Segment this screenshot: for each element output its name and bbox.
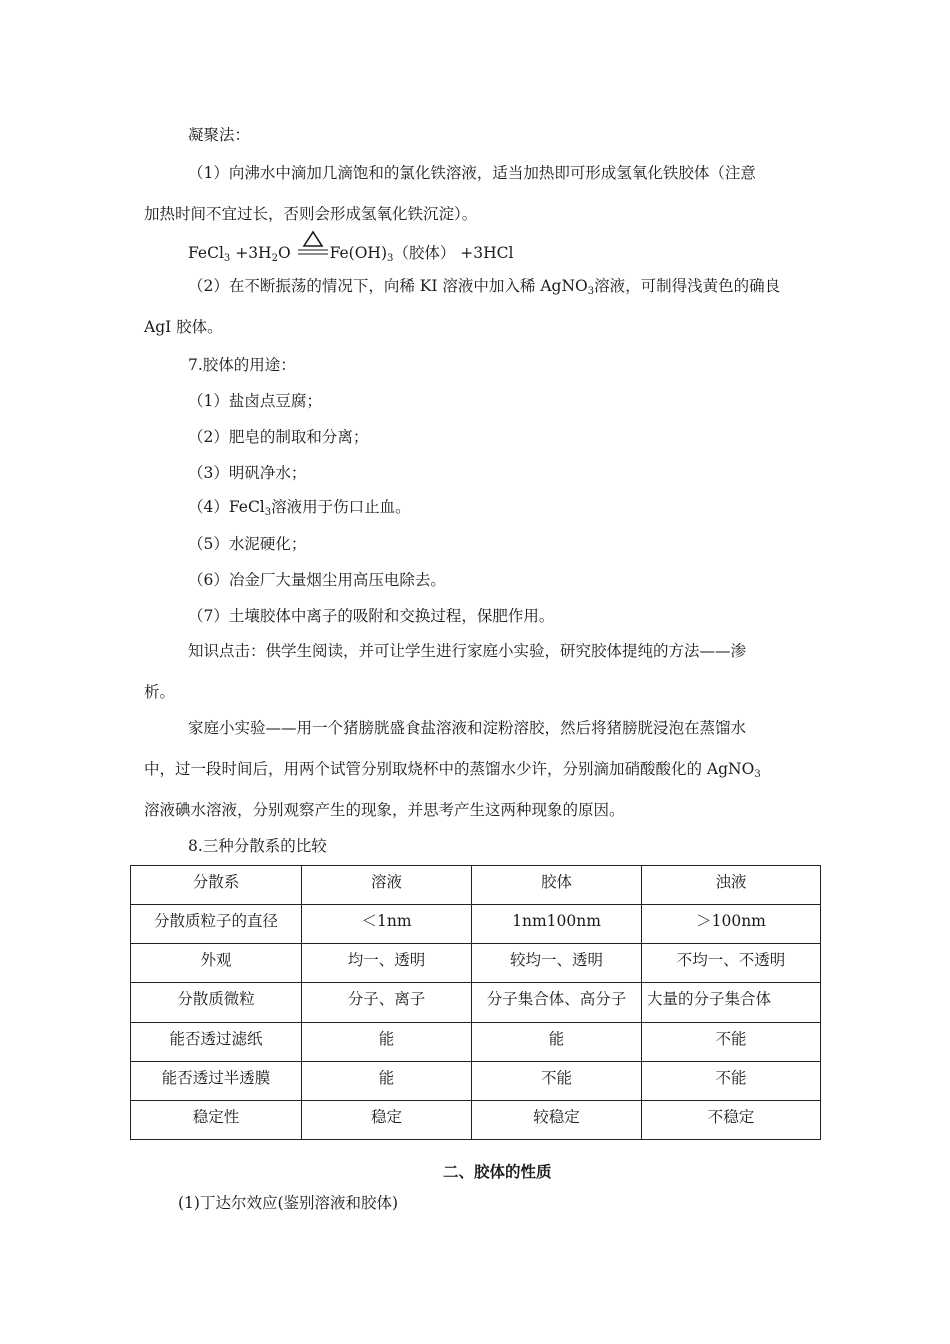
table-cell: 较稳定 <box>472 1100 642 1139</box>
table-row <box>131 983 821 1022</box>
paragraph-line: 家庭小实验——用一个猪膀胱盛食盐溶液和淀粉溶胶，然后将猪膀胱浸泡在蒸馏水 <box>188 719 747 737</box>
table-cell: 能 <box>302 1022 472 1061</box>
table-row <box>131 1061 821 1100</box>
paragraph-line: （2）在不断振荡的情况下，向稀 KI 溶液中加入稀 AgNO$_3$溶液，可制得浅黄色的确良 <box>188 277 781 297</box>
table-row <box>131 905 821 944</box>
paragraph-line: （1）向沸水中滴加几滴饱和的氯化铁溶液，适当加热即可形成氢氧化铁胶体（注意 <box>188 164 756 182</box>
table-cell: 不能 <box>642 1022 821 1061</box>
table-cell: 浊液 <box>642 866 821 905</box>
list-item: （1）盐卤点豆腐； <box>188 392 322 410</box>
paragraph-line: 知识点击：供学生阅读，并可让学生进行家庭小实验，研究胶体提纯的方法——渗 <box>188 642 747 660</box>
table-cell: 分子、离子 <box>302 983 472 1022</box>
table-cell: 能 <box>472 1022 642 1061</box>
list-item: （2）肥皂的制取和分离； <box>188 428 369 446</box>
list-item: （7）土壤胶体中离子的吸附和交换过程，保肥作用。 <box>188 607 555 625</box>
table-cell: 稳定性 <box>131 1100 302 1139</box>
table-header-row <box>131 866 821 905</box>
heat-arrow-icon <box>296 242 330 260</box>
table-cell: 较均一、透明 <box>472 944 642 983</box>
table-caption: 8.三种分散系的比较 <box>188 837 327 855</box>
chemical-equation: FeCl$_3$ $+3H_2O$ $Fe(OH)_3$（胶体） +3HCl <box>188 242 514 263</box>
table-cell: 溶液 <box>302 866 472 905</box>
paragraph-line: 析。 <box>144 683 176 701</box>
heading-coagulation: 凝聚法： <box>188 126 251 144</box>
paragraph-line: 溶液碘水溶液，分别观察产生的现象，并思考产生这两种现象的原因。 <box>144 801 625 819</box>
paragraph-line: 加热时间不宜过长，否则会形成氢氧化铁沉淀）。 <box>144 205 478 223</box>
table-cell: 不能 <box>472 1061 642 1100</box>
paragraph-line: AgI 胶体。 <box>144 318 223 336</box>
table-cell: ＞100nm <box>642 905 821 944</box>
table-row <box>131 1022 821 1061</box>
section-heading-uses: 7.胶体的用途： <box>188 356 296 374</box>
table-cell: 能 <box>302 1061 472 1100</box>
table-cell: 不能 <box>642 1061 821 1100</box>
table-row <box>131 944 821 983</box>
table-cell: 分散质粒子的直径 <box>131 905 302 944</box>
paragraph-line: 中，过一段时间后，用两个试管分别取烧杯中的蒸馏水少许，分别滴加硝酸酸化的 AgNO$_3$ <box>144 760 761 780</box>
paragraph-line: (1)丁达尔效应(鉴别溶液和胶体) <box>178 1194 399 1212</box>
table-cell: 分子集合体、高分子 <box>472 983 642 1022</box>
section-heading-properties: 二、胶体的性质 <box>443 1162 552 1181</box>
table-cell: ＜1nm <box>302 905 472 944</box>
table-cell: 1nm100nm <box>472 905 642 944</box>
table-cell: 大量的分子集合体 <box>642 983 821 1022</box>
list-item: （6）冶金厂大量烟尘用高压电除去。 <box>188 571 446 589</box>
table-cell: 分散系 <box>131 866 302 905</box>
table-cell: 均一、透明 <box>302 944 472 983</box>
table-row <box>131 1100 821 1139</box>
comparison-table <box>130 865 821 1140</box>
list-item: （4）FeCl$_3$溶液用于伤口止血。 <box>188 498 411 518</box>
table-cell: 外观 <box>131 944 302 983</box>
table-cell: 不均一、不透明 <box>642 944 821 983</box>
list-item: （3）明矾净水； <box>188 464 307 482</box>
table-cell: 能否透过半透膜 <box>131 1061 302 1100</box>
table-cell: 能否透过滤纸 <box>131 1022 302 1061</box>
table-cell: 分散质微粒 <box>131 983 302 1022</box>
table-cell: 胶体 <box>472 866 642 905</box>
table-cell: 稳定 <box>302 1100 472 1139</box>
table-cell: 不稳定 <box>642 1100 821 1139</box>
list-item: （5）水泥硬化； <box>188 535 307 553</box>
